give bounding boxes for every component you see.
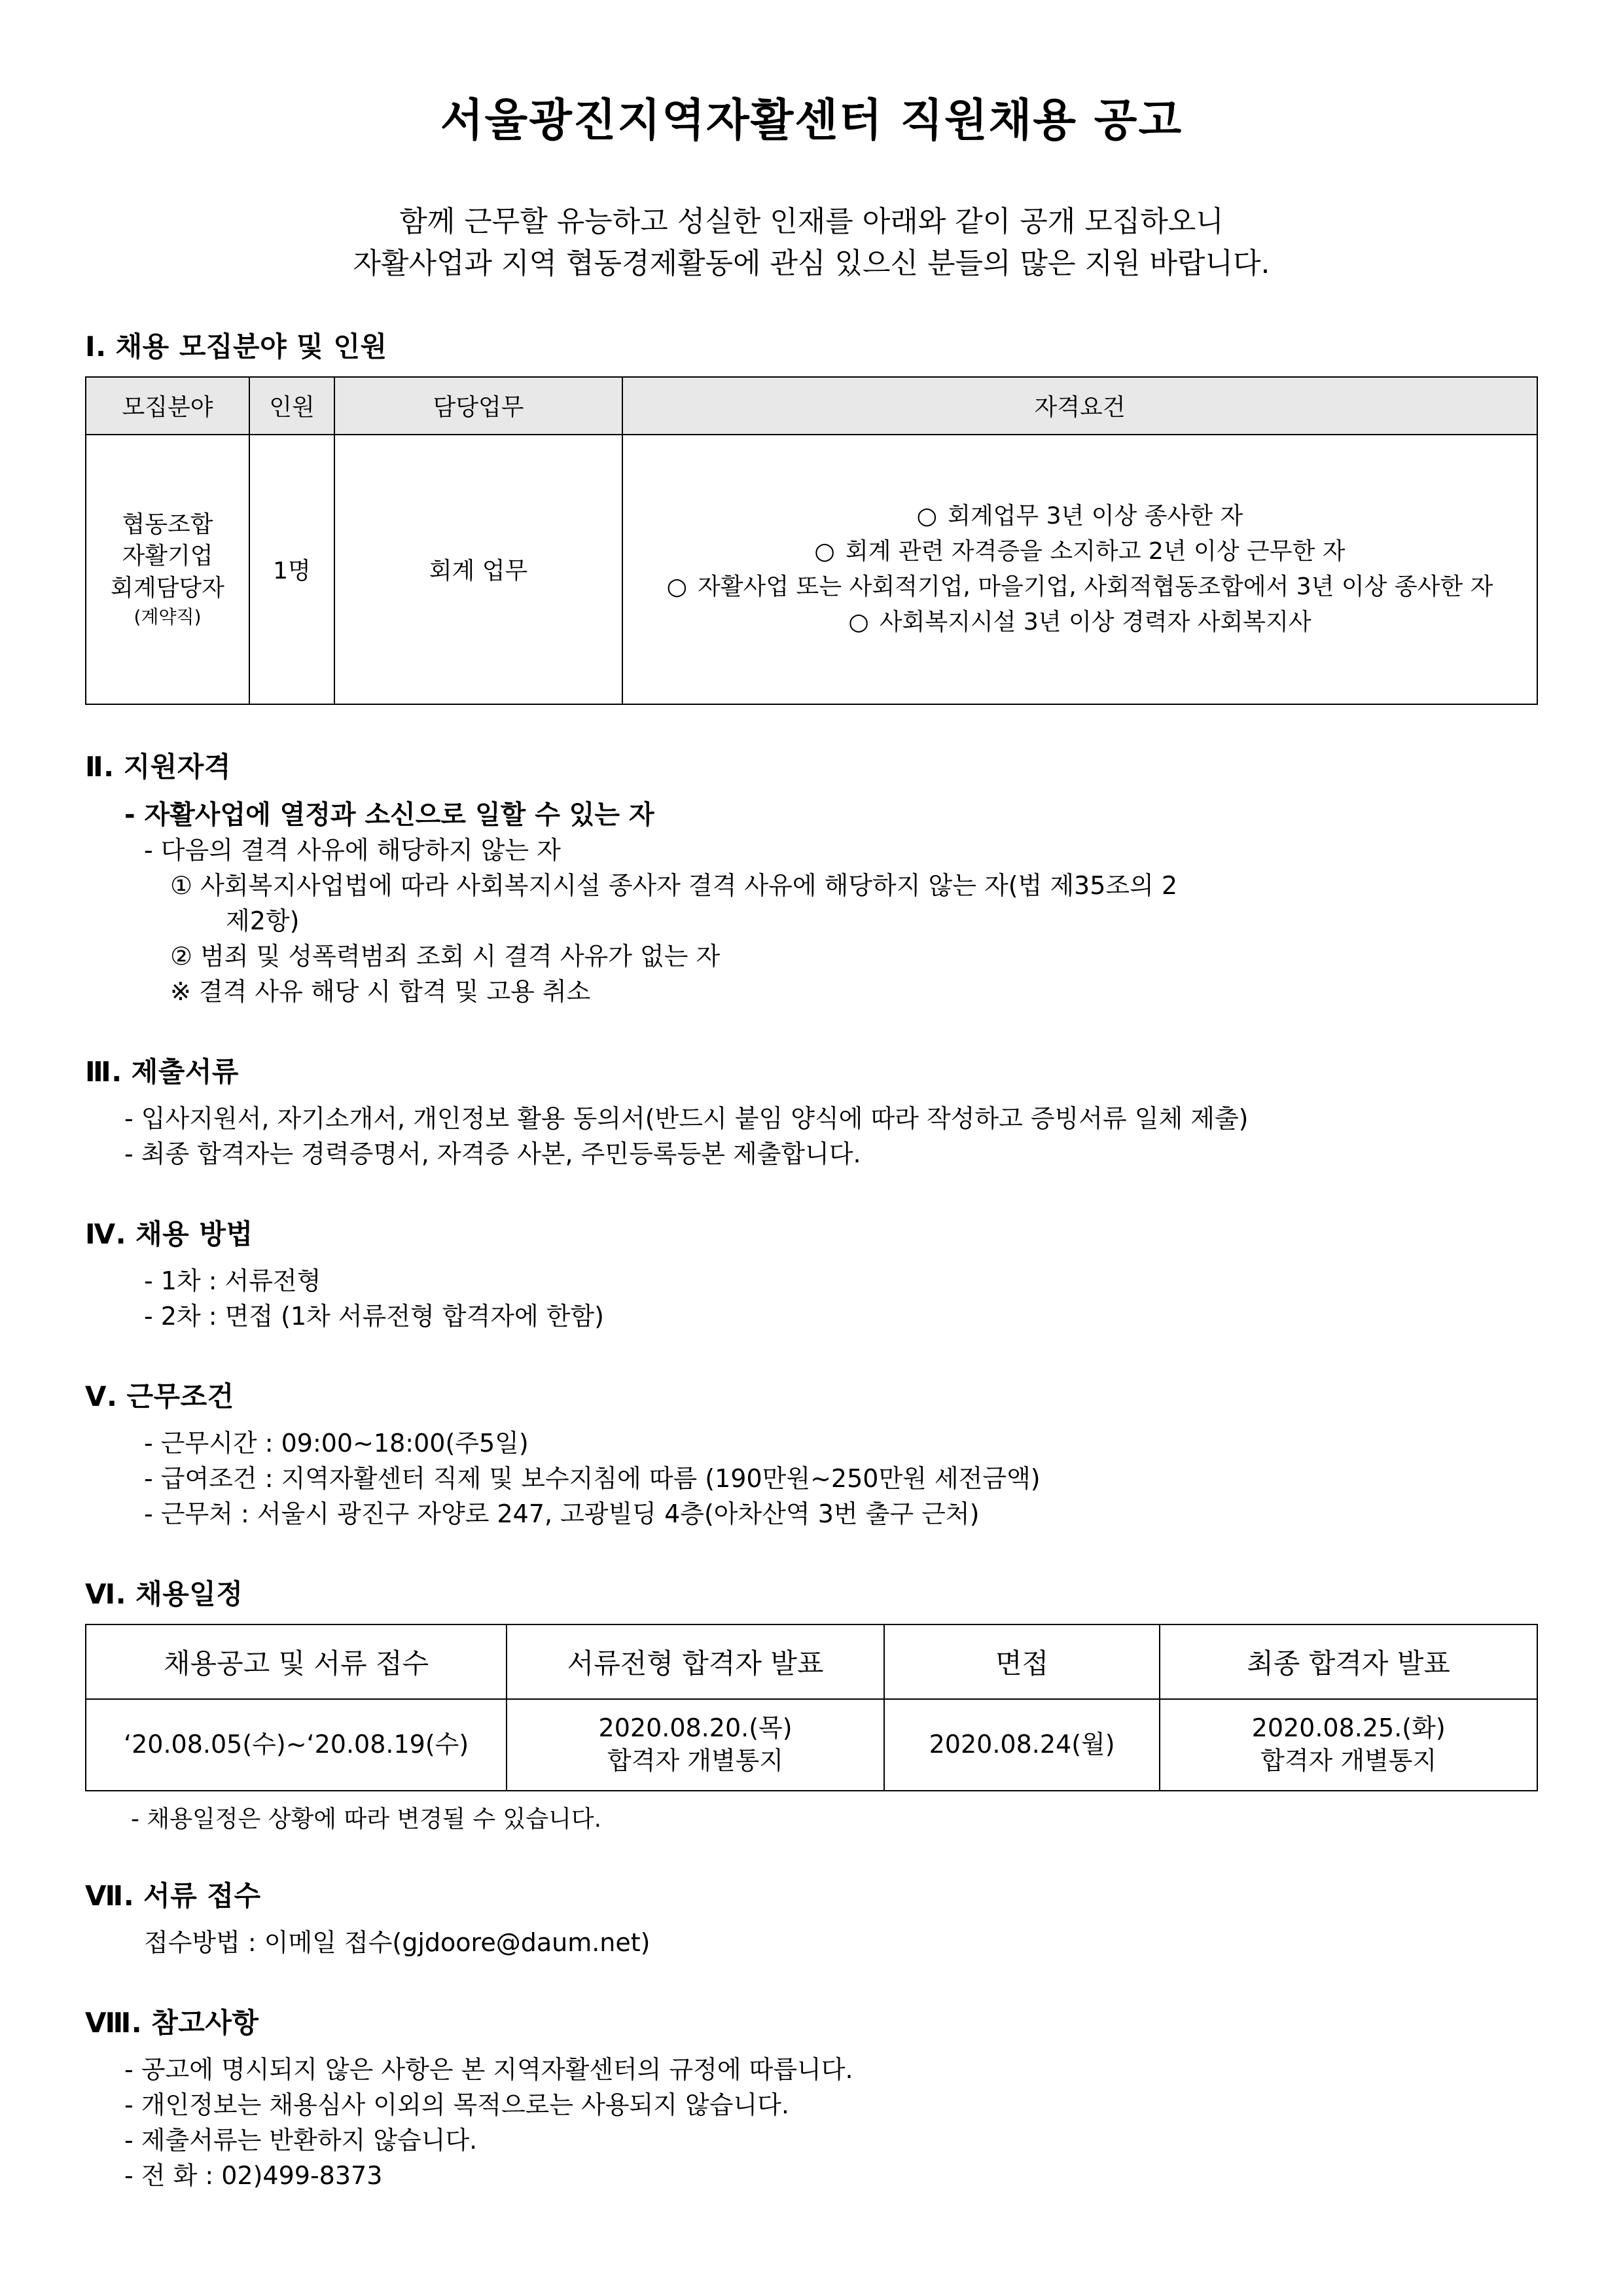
section-title-1: 채용 모집분야 및 인원	[115, 330, 387, 363]
section-heading-7	[85, 1874, 1538, 1914]
qualification-item	[628, 499, 1531, 534]
qualification-item	[628, 605, 1531, 640]
text-line: - 급여조건 : 지역자활센터 직제 및 보수지침에 따름 (190만원~250만원 세전금액)	[144, 1463, 1041, 1493]
schedule-table-wrapper	[85, 1624, 1538, 1791]
bullet-circle-icon: ○	[814, 537, 835, 565]
section-body-8	[85, 2053, 1538, 2194]
table-row	[86, 435, 1537, 704]
qualification-text: 회계업무 3년 이상 종사한 자	[948, 502, 1243, 529]
field-line-1: 협동조합	[122, 511, 213, 538]
intro-paragraph	[85, 201, 1538, 285]
text-line: - 다음의 결격 사유에 해당하지 않는 자	[144, 836, 561, 865]
section-body-3	[85, 1102, 1538, 1172]
field-subnote: (계약직)	[134, 605, 202, 628]
section-roman-8: Ⅷ.	[85, 2006, 143, 2039]
cell-count: 1명	[249, 435, 334, 704]
section-roman-2: Ⅱ.	[85, 750, 115, 783]
cell-line: 합격자 개별통지	[1260, 1746, 1437, 1775]
section-heading-4	[85, 1213, 1538, 1252]
text-line: - 근무시간 : 09:00~18:00(주5일)	[144, 1428, 529, 1458]
section-heading-6	[85, 1573, 1538, 1612]
text-line: - 2차 : 면접 (1차 서류전형 합격자에 한함)	[144, 1302, 604, 1331]
schedule-note: - 채용일정은 상황에 따라 변경될 수 있습니다.	[131, 1805, 602, 1833]
text-line: - 최종 합격자는 경력증명서, 자격증 사본, 주민등록등본 제출합니다.	[124, 1139, 861, 1169]
cell-line: 2020.08.20.(목)	[598, 1713, 793, 1743]
cell-field	[86, 435, 249, 704]
field-line-3: 회계담당자	[111, 574, 224, 601]
recruit-table	[85, 376, 1538, 705]
col-header-posting: 채용공고 및 서류 접수	[86, 1624, 507, 1699]
qualification-text: 회계 관련 자격증을 소지하고 2년 이상 근무한 자	[845, 537, 1346, 565]
text-line: - 입사지원서, 자기소개서, 개인정보 활용 동의서(반드시 붙임 양식에 따라 작성하고 증빙서류 일체 제출)	[124, 1104, 1249, 1134]
text-line: ② 범죄 및 성폭력범죄 조회 시 결격 사유가 없는 자	[170, 942, 721, 971]
col-header-document-result: 서류전형 합격자 발표	[507, 1624, 884, 1699]
col-header-interview: 면접	[884, 1624, 1160, 1699]
recruit-table-wrapper	[85, 376, 1538, 705]
schedule-table	[85, 1624, 1538, 1791]
section-body-5	[85, 1426, 1538, 1532]
section-roman-1: Ⅰ.	[85, 330, 107, 363]
bullet-circle-icon: ○	[916, 502, 938, 529]
bullet-circle-icon: ○	[848, 608, 869, 636]
section-roman-6: Ⅵ.	[85, 1577, 127, 1610]
cell-line: 2020.08.24(월)	[929, 1730, 1115, 1759]
intro-line-2: 자활사업과 지역 협동경제활동에 관심 있으신 분들의 많은 지원 바랍니다.	[353, 246, 1270, 280]
cell-interview-date	[884, 1699, 1160, 1791]
intro-line-1: 함께 근무할 유능하고 성실한 인재를 아래와 같이 공개 모집하오니	[399, 205, 1224, 238]
field-line-2: 자활기업	[122, 543, 213, 570]
section-body-4	[85, 1264, 1538, 1335]
col-header-field: 모집분야	[86, 377, 249, 435]
col-header-count: 인원	[249, 377, 334, 435]
cell-document-result	[507, 1699, 884, 1791]
table-row	[86, 1699, 1537, 1791]
page-title: 서울광진지역자활센터 직원채용 공고	[440, 95, 1183, 147]
section-title-8: 참고사항	[151, 2006, 259, 2039]
section-roman-5: Ⅴ.	[85, 1380, 118, 1412]
section-title-6: 채용일정	[135, 1577, 243, 1610]
section-body-7	[85, 1926, 1538, 1961]
table-header-row	[86, 377, 1537, 435]
col-header-final-result: 최종 합격자 발표	[1160, 1624, 1537, 1699]
qualification-text: 자활사업 또는 사회적기업, 마을기업, 사회적협동조합에서 3년 이상 종사한 자	[698, 573, 1493, 600]
text-line: - 공고에 명시되지 않은 사항은 본 지역자활센터의 규정에 따릅니다.	[124, 2054, 853, 2084]
text-line: - 1차 : 서류전형	[144, 1266, 321, 1296]
section-title-5: 근무조건	[126, 1380, 234, 1412]
cell-line: 2020.08.25.(화)	[1251, 1713, 1446, 1743]
cell-posting-period	[86, 1699, 507, 1791]
qualification-item	[628, 534, 1531, 569]
section-heading-5	[85, 1375, 1538, 1414]
text-line: 접수방법 : 이메일 접수(gjdoore@daum.net)	[144, 1928, 651, 1957]
cell-line: 합격자 개별통지	[607, 1746, 784, 1775]
section-title-7: 서류 접수	[143, 1879, 261, 1912]
bullet-circle-icon: ○	[666, 573, 687, 600]
text-line: ※ 결격 사유 해당 시 합격 및 고용 취소	[170, 977, 591, 1007]
text-line: 제2항)	[226, 906, 300, 936]
cell-line: ‘20.08.05(수)~‘20.08.19(수)	[124, 1730, 469, 1759]
col-header-duty: 담당업무	[334, 377, 622, 435]
table-header-row	[86, 1624, 1537, 1699]
section-title-3: 제출서류	[131, 1056, 239, 1088]
qualification-text: 사회복지시설 3년 이상 경력자 사회복지사	[879, 608, 1311, 636]
section-body-2	[85, 797, 1538, 1011]
qualification-item	[628, 569, 1531, 605]
text-line: - 전 화 : 02)499-8373	[124, 2161, 383, 2190]
text-line: - 개인정보는 채용심사 이외의 목적으로는 사용되지 않습니다.	[124, 2090, 789, 2119]
cell-duty: 회계 업무	[334, 435, 622, 704]
text-line: - 근무처 : 서울시 광진구 자양로 247, 고광빌딩 4층(아차산역 3번 출구 근처)	[144, 1499, 980, 1528]
section-roman-3: Ⅲ.	[85, 1056, 122, 1088]
section-heading-2	[85, 745, 1538, 785]
section-title-2: 지원자격	[123, 750, 231, 783]
text-line: - 제출서류는 반환하지 않습니다.	[124, 2125, 478, 2155]
section-roman-4: Ⅳ.	[85, 1218, 127, 1251]
cell-final-result	[1160, 1699, 1537, 1791]
cell-qualifications	[622, 435, 1537, 704]
text-line: - 자활사업에 열정과 소신으로 일할 수 있는 자	[124, 799, 654, 830]
text-line: ① 사회복지사업법에 따라 사회복지시설 종사자 결격 사유에 해당하지 않는 자(법 제35조의 2	[170, 871, 1178, 901]
section-title-4: 채용 방법	[135, 1218, 253, 1251]
section-roman-7: Ⅶ.	[85, 1879, 135, 1912]
section-heading-3	[85, 1050, 1538, 1090]
section-heading-8	[85, 2001, 1538, 2041]
section-heading-1	[85, 325, 1538, 365]
col-header-qualification: 자격요건	[622, 377, 1537, 435]
